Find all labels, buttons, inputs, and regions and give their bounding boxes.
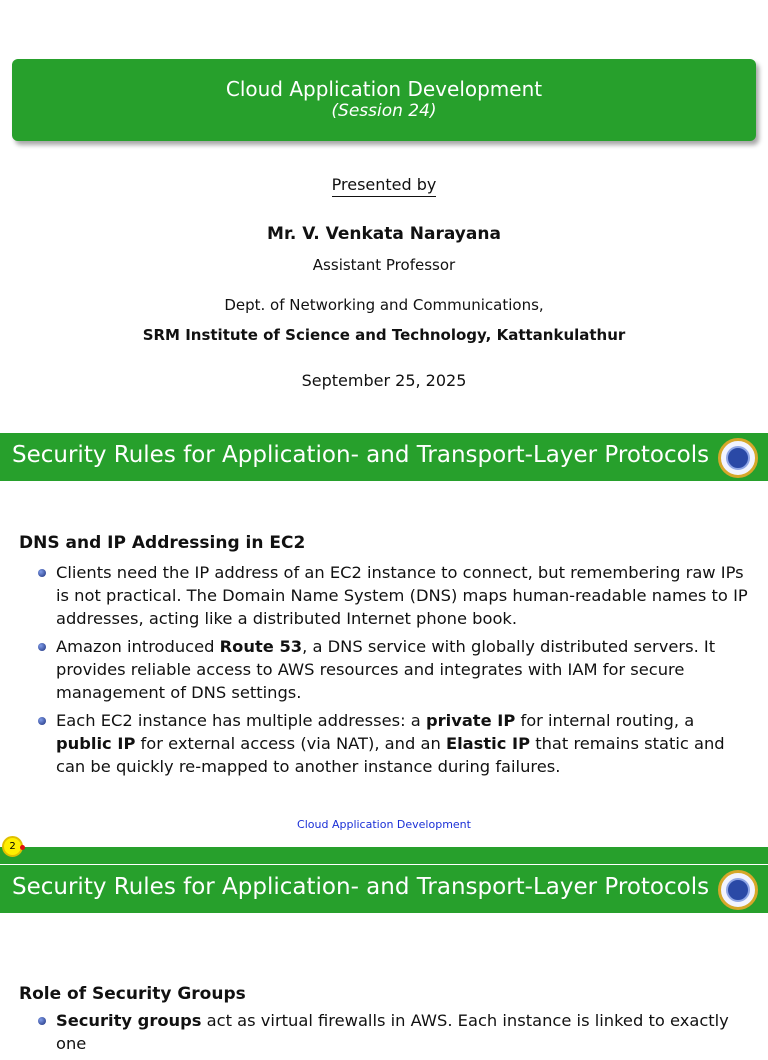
bullet-emphasis: private IP: [425, 711, 516, 730]
frame-title: Security Rules for Application- and Transport-Layer Protocols: [12, 874, 710, 900]
bullet-item: [0, 1009, 768, 1055]
bullet-icon: [38, 569, 46, 577]
bullet-emphasis: Route 53: [219, 637, 303, 656]
section-title: Role of Security Groups: [19, 984, 246, 1004]
presenter-role: Assistant Professor: [312, 256, 456, 274]
presentation-title: Cloud Application Development: [225, 77, 543, 101]
bullet-text: for internal routing, a: [515, 711, 695, 730]
presented-by-label: [0, 175, 768, 194]
presentation-date: September 25, 2025: [301, 371, 467, 390]
presenter-name: Mr. V. Venkata Narayana: [267, 224, 501, 244]
university-seal-icon: [718, 870, 758, 910]
university-seal-icon: [718, 438, 758, 478]
title-block: [12, 59, 756, 141]
bullet-text: Amazon introduced: [56, 637, 220, 656]
session-label: (Session 24): [331, 101, 437, 121]
bullet-text: Each EC2 instance has multiple addresses: a: [56, 711, 426, 730]
section-title: DNS and IP Addressing in EC2: [19, 533, 306, 553]
frame-title: Security Rules for Application- and Transport-Layer Protocols: [12, 442, 710, 468]
bullet-text: act as virtual firewalls in AWS. Each instance is linked to exactly one: [56, 1011, 729, 1053]
bullet-item: [0, 709, 768, 778]
bullet-text: , a DNS service with globally distributed servers. It provides reliable access to AWS resources and integrates with IAM for secure management of DNS settings.: [56, 637, 716, 702]
frame-title-bar: [0, 865, 768, 913]
department: Dept. of Networking and Communications,: [224, 296, 544, 314]
bullet-emphasis: public IP: [56, 734, 136, 753]
bullet-item: [0, 561, 768, 630]
frame-title-bar: [0, 433, 768, 481]
bullet-icon: [38, 717, 46, 725]
presented-by-text: Presented by: [332, 175, 437, 197]
bullet-icon: [38, 643, 46, 651]
page-number-badge: 2: [2, 836, 23, 857]
bullet-list: [0, 1009, 768, 1060]
page-marker-dot: [20, 845, 25, 850]
footer-title: Cloud Application Development: [297, 818, 471, 831]
footer-bar: [0, 847, 768, 864]
bullet-text: that remains static and can be quickly re-mapped to another instance during failures.: [56, 734, 725, 776]
bullet-text: Clients need the IP address of an EC2 instance to connect, but remembering raw IPs is not practical. The Domain Name System (DNS) maps human-readable names to IP addresses, acting like a distributed Internet phone book.: [56, 563, 748, 628]
institute: SRM Institute of Science and Technology, Kattankulathur: [142, 326, 626, 344]
bullet-list: [0, 561, 768, 783]
bullet-item: [0, 635, 768, 704]
bullet-text: for external access (via NAT), and an: [135, 734, 446, 753]
bullet-emphasis: Security groups: [56, 1011, 202, 1030]
bullet-emphasis: Elastic IP: [445, 734, 531, 753]
